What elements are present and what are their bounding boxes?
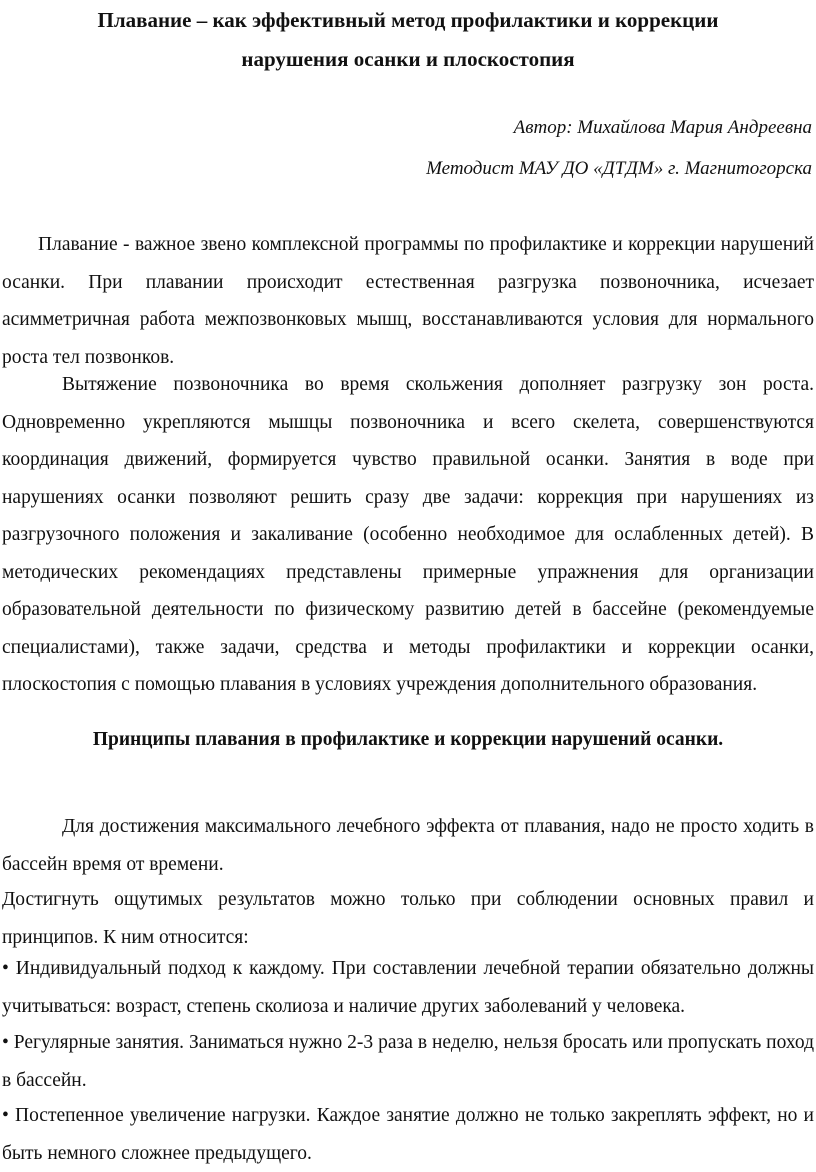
author-position: Методист МАУ ДО «ДТДМ» г. Магнитогорска xyxy=(426,158,812,179)
document-title-line2: нарушения осанки и плоскостопия xyxy=(241,47,575,71)
document-title-line1: Плавание – как эффективный метод профилактики и коррекции xyxy=(97,8,719,32)
bullet-item: • Индивидуальный подход к каждому. При составлении лечебной терапии обязательно должны учитываться: возраст, степень сколиоза и наличие других заболеваний у человека. xyxy=(2,958,814,1017)
bullet-item: • Регулярные занятия. Заниматься нужно 2-3 раза в неделю, нельзя бросать или пропускать поход в бассейн. xyxy=(2,1032,814,1091)
paragraph-body: Вытяжение позвоночника во время скольжения дополняет разгрузку зон роста. Одновременно укрепляются мышцы позвоночника и всего скелета, совершенствуются координация движений, формируется чувство правильной осанки. Занятия в воде при нарушениях осанки позволяют решить сразу две задачи: коррекция при нарушениях из разгрузочного положения и закаливание (особенно необходимое для ослабленных детей). В методических рекомендациях представлены примерные упражнения для организации образовательной деятельности по физическому развитию детей в бассейне (рекомендуемые специалистами), также задачи, средства и методы профилактики и коррекции осанки, плоскостопия с помощью плавания в условиях учреждения дополнительного образования. xyxy=(2,374,814,695)
author-line: Автор: Михайлова Мария Андреевна xyxy=(513,117,812,138)
paragraph-principles-intro: Для достижения максимального лечебного эффекта от плавания, надо не просто ходить в бассейн время от времени. xyxy=(2,816,814,875)
paragraph-intro: Плавание - важное звено комплексной программы по профилактике и коррекции нарушений осанки. При плавании происходит естественная разгрузка позвоночника, исчезает асимметричная работа межпозвонковых мышц, восстанавливаются условия для нормального роста тел позвонков. xyxy=(2,234,814,368)
bullet-item: • Постепенное увеличение нагрузки. Каждое занятие должно не только закреплять эффект, но и быть немного сложнее предыдущего. xyxy=(2,1105,814,1164)
section-heading: Принципы плавания в профилактике и коррекции нарушений осанки. xyxy=(92,729,724,750)
paragraph-principles-lead: Достигнуть ощутимых результатов можно только при соблюдении основных правил и принципов. К ним относится: xyxy=(2,889,814,948)
